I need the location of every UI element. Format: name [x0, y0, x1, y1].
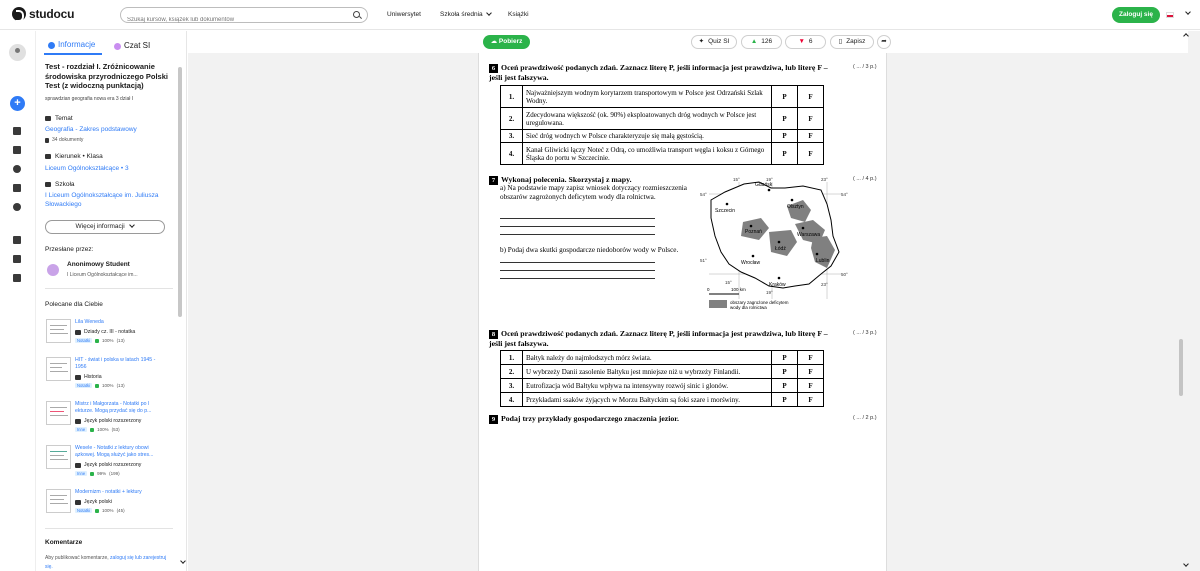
- library-icon[interactable]: [13, 146, 21, 154]
- thumbs-down-icon: ▼: [798, 38, 805, 45]
- legend-label: [730, 300, 789, 310]
- false-option[interactable]: F: [798, 143, 824, 165]
- folder-icon: [75, 500, 81, 505]
- question-text: Oceń prawdziwość podanych zdań. Zaznacz literę P, jeśli informacja jest prawdziwa, lub literę F – jeśli jest fałszywa.: [489, 329, 828, 348]
- scale-start-label: 0: [707, 287, 710, 292]
- folder-icon: [75, 375, 81, 380]
- question-6: [489, 63, 839, 83]
- question-text: Oceń prawdziwość podanych zdań. Zaznacz literę P, jeśli informacja jest prawdziwa, lub literę F – jeśli jest fałszywa.: [489, 63, 828, 82]
- true-option[interactable]: P: [772, 379, 798, 393]
- doc-type-badge: Inne: [77, 471, 86, 476]
- comments-title: Komentarze: [45, 539, 83, 546]
- question-number: 8: [489, 330, 498, 339]
- top-bar: [0, 0, 1200, 30]
- false-option[interactable]: F: [798, 130, 824, 143]
- question-9: [489, 414, 839, 424]
- language-chevron-icon[interactable]: [1185, 9, 1191, 15]
- table-row: [501, 379, 824, 393]
- answer-line: [500, 218, 655, 219]
- thumbs-up-icon: ▲: [750, 38, 758, 45]
- search-bar[interactable]: [120, 7, 368, 23]
- uploaded-by-label: Przesłane przez:: [45, 246, 94, 253]
- class-icon: [45, 154, 51, 159]
- school-label: Szkoła: [55, 181, 75, 188]
- sparkle-icon: ✦: [698, 38, 705, 45]
- uploader-school: I Liceum Ogólnokształcące im...: [67, 272, 138, 278]
- topic-count-row: [45, 136, 83, 145]
- row-number: 3.: [501, 379, 523, 393]
- city-label: Poznań: [745, 229, 762, 235]
- votes: (53): [111, 427, 120, 432]
- q6-table: [500, 85, 824, 165]
- dislikes-count: 6: [808, 38, 813, 45]
- more-info-button[interactable]: [45, 220, 165, 234]
- courses-icon[interactable]: [13, 274, 21, 282]
- coordinate-label: 51°: [700, 258, 707, 263]
- polish-flag-icon[interactable]: [1166, 12, 1174, 18]
- question-number: 6: [489, 64, 498, 73]
- studocu-logo-icon: [12, 7, 26, 21]
- recommended-course: Historia: [84, 374, 102, 380]
- false-option[interactable]: F: [798, 393, 824, 407]
- row-number: 4.: [501, 393, 523, 407]
- recommended-title-link[interactable]: Wesele - Notatki z lektury obowi ązkowej. Mogą służyć jako stres...: [75, 445, 154, 458]
- nav-high-school[interactable]: [440, 11, 491, 18]
- document-icon: [45, 138, 49, 143]
- false-option[interactable]: F: [798, 86, 824, 108]
- folder-icon: [75, 419, 81, 424]
- logo-text: studocu: [29, 7, 75, 21]
- true-option[interactable]: P: [772, 393, 798, 407]
- map-scale-bar: [707, 287, 746, 294]
- table-row: [501, 86, 824, 108]
- doc-type-badge: Notatki: [77, 383, 91, 388]
- document-viewer: [188, 31, 1200, 571]
- rating: 100%: [102, 508, 114, 513]
- recommended-title-link[interactable]: HIT - świat i polska w latach 1945 - 1956: [75, 357, 156, 370]
- false-option[interactable]: F: [798, 365, 824, 379]
- city-label: Lublin: [816, 258, 830, 264]
- cloud-download-icon: ☁: [490, 38, 498, 45]
- nav-books[interactable]: Książki: [508, 11, 529, 18]
- row-statement: Bałtyk należy do najmłodszych mórz świata.: [523, 351, 772, 365]
- true-option[interactable]: P: [772, 365, 798, 379]
- rating: 100%: [102, 338, 114, 343]
- tab-ai-chat[interactable]: [112, 37, 162, 55]
- recommended-course: Język polski: [84, 499, 112, 505]
- q9-points: ( ... / 2 p.): [853, 415, 877, 421]
- recommended-course: Dziady cz. III - notatka: [84, 329, 136, 335]
- document-subtitle: sprawdzian geografia nowa era 3 dział I: [45, 96, 134, 102]
- document-thumbnail: [46, 489, 71, 513]
- save-button[interactable]: [830, 35, 874, 49]
- row-number: 2.: [501, 365, 523, 379]
- login-button[interactable]: Zaloguj się: [1112, 7, 1160, 23]
- table-row: [501, 365, 824, 379]
- table-row: [501, 143, 824, 165]
- document-info-sidebar: [36, 31, 187, 571]
- quiz-ai-button[interactable]: [691, 35, 737, 49]
- left-rail: [0, 31, 36, 571]
- row-number: 1.: [501, 86, 523, 108]
- votes: (13): [116, 383, 125, 388]
- share-button[interactable]: [877, 35, 891, 49]
- recommended-course-row: [75, 374, 102, 380]
- comments-login-link[interactable]: zaloguj się lub zarejestruj się.: [45, 555, 167, 570]
- q7-part-a: a) Na podstawie mapy zapisz wniosek dotyczący rozmieszczenia obszarów zagrożonych deficytem wody dla rolnictwa.: [500, 184, 687, 201]
- coordinate-label: 54°: [841, 192, 848, 197]
- q7-points: ( ... / 4 p.): [853, 176, 877, 182]
- recommended-item[interactable]: [46, 489, 176, 529]
- row-number: 1.: [501, 351, 523, 365]
- folder-icon: [75, 330, 81, 335]
- sidebar-scrollbar[interactable]: [178, 67, 182, 317]
- rating: 100%: [102, 383, 114, 388]
- question-number: 9: [489, 415, 498, 424]
- comments-text: Aby publikować komentarze,: [45, 555, 109, 561]
- doc-type-badge: Notatki: [77, 508, 91, 513]
- row-statement: Kanał Gliwicki łączy Noteć z Odrą, co umożliwia transport węgla i koksu z Górnego Śląska do portu w Szczecinie.: [523, 143, 772, 165]
- city-label: Szczecin: [715, 208, 736, 214]
- thumbs-up-icon: [95, 339, 99, 343]
- sidebar-tabs: [40, 37, 176, 55]
- q8-points: ( ... / 3 p.): [853, 330, 877, 336]
- q7-part-b: b) Podaj dwa skutki gospodarcze niedoborów wody w Polsce.: [500, 246, 679, 254]
- coordinate-label: 19°: [766, 290, 773, 295]
- legend-line-1: obszary zagrożone deficytem: [730, 300, 789, 305]
- studocu-logo[interactable]: [12, 7, 74, 21]
- recommended-course-row: [75, 329, 135, 335]
- recommended-meta: [75, 383, 125, 388]
- sidebar-scroll-down-icon[interactable]: [180, 558, 186, 564]
- city-label: Łódź: [775, 246, 786, 252]
- search-input[interactable]: [121, 13, 341, 27]
- recommended-course-row: [75, 462, 141, 468]
- doc-type-badge: Inne: [77, 427, 86, 432]
- create-plus-icon[interactable]: +: [10, 96, 25, 111]
- coordinate-label: 15°: [733, 177, 740, 182]
- coordinate-label: 23°: [821, 282, 828, 287]
- divider: [45, 528, 173, 529]
- nav-university[interactable]: Uniwersytet: [387, 11, 421, 18]
- document-title: Test - rozdział I. Zróżnicowanie środowiska przyrodniczego Polski Test (z widoczną punktacją): [45, 62, 168, 90]
- coordinate-label: 50°: [841, 272, 848, 277]
- votes: (13): [116, 338, 125, 343]
- recommended-course: Język polski rozszerzony: [84, 462, 142, 468]
- chevron-down-icon: [130, 222, 136, 228]
- row-number: 2.: [501, 108, 523, 130]
- recommended-meta: [75, 508, 125, 513]
- row-number: 4.: [501, 143, 523, 165]
- question-number: 7: [489, 176, 498, 185]
- likes-count: 126: [761, 38, 773, 45]
- recommended-course-row: [75, 499, 112, 505]
- recommended-meta: [75, 427, 120, 432]
- coordinate-label: 19°: [766, 177, 773, 182]
- like-button[interactable]: [741, 35, 782, 49]
- false-option[interactable]: F: [798, 379, 824, 393]
- school-link[interactable]: I Liceum Ogólnokształcące im. Juliusza Słowackiego: [45, 192, 159, 208]
- table-row: [501, 351, 824, 365]
- city-label: Wrocław: [741, 260, 761, 266]
- recommended-title-link[interactable]: Lila Weneda: [75, 319, 104, 325]
- table-row: [501, 108, 824, 130]
- q6-points: ( ... / 3 p.): [853, 64, 877, 70]
- city-label: Olsztyn: [787, 204, 804, 210]
- search-icon[interactable]: [353, 11, 360, 18]
- save-label: Zapisz: [846, 38, 866, 45]
- question-text: Podaj trzy przykłady gospodarczego znaczenia jezior.: [501, 414, 679, 423]
- folder-icon: [45, 116, 51, 121]
- table-row: [501, 130, 824, 143]
- answer-line: [500, 226, 655, 227]
- info-icon: [48, 42, 55, 49]
- coordinate-label: 23°: [821, 177, 828, 182]
- recommended-item[interactable]: [46, 401, 176, 441]
- true-option[interactable]: P: [772, 143, 798, 165]
- row-statement: Eutrofizacja wód Bałtyku wpływa na intensywny rozwój sinic i glonów.: [523, 379, 772, 393]
- true-option[interactable]: P: [772, 351, 798, 365]
- false-option[interactable]: F: [798, 351, 824, 365]
- share-icon: ➦: [881, 38, 887, 45]
- topic-label-row: [45, 114, 73, 123]
- bookmark-icon: ▯: [838, 38, 843, 45]
- tab-ai-chat-label: Czat SI: [124, 41, 151, 50]
- topic-link[interactable]: Geografia - Zakres podstawowy: [45, 126, 137, 133]
- document-thumbnail: [46, 357, 71, 381]
- topic-count: 34 dokumenty: [52, 137, 84, 143]
- city-label: Kraków: [769, 282, 786, 288]
- recommended-meta: [75, 471, 120, 476]
- download-button[interactable]: [483, 35, 530, 49]
- legend-swatch: [709, 300, 727, 308]
- q8-table: [500, 350, 824, 407]
- history-icon[interactable]: [13, 203, 21, 211]
- document-toolbar: [188, 31, 1188, 53]
- recommended-meta: [75, 338, 125, 343]
- coordinate-label: 15°: [725, 280, 732, 285]
- ai-chat-icon: [114, 43, 121, 50]
- direction-label: Kierunek • Klasa: [55, 153, 103, 160]
- recommended-title-link[interactable]: Modernizm - notatki + lektury: [75, 489, 142, 495]
- nav-high-school-label: Szkoła średnia: [440, 11, 483, 18]
- thumbs-up-icon: [90, 472, 94, 476]
- answer-line: [500, 270, 655, 271]
- home-icon[interactable]: [13, 127, 21, 135]
- recommended-course-row: [75, 418, 141, 424]
- scale-end-label: 100 km: [731, 287, 746, 292]
- recommended-item[interactable]: [46, 357, 176, 397]
- city-label: Gdańsk: [755, 182, 773, 188]
- votes: (45): [116, 508, 125, 513]
- thumbs-up-icon: [90, 428, 94, 432]
- row-statement: U wybrzeży Danii zasolenie Bałtyku jest mniejsze niż u wybrzeży Finlandii.: [523, 365, 772, 379]
- topic-label: Temat: [55, 115, 73, 122]
- recommended-course: Język polski rozszerzony: [84, 418, 142, 424]
- download-label: Pobierz: [498, 38, 523, 45]
- document-thumbnail: [46, 445, 71, 469]
- user-avatar-icon[interactable]: [9, 44, 26, 61]
- thumbs-up-icon: [95, 384, 99, 388]
- recommended-item[interactable]: [46, 445, 176, 485]
- document-thumbnail: [46, 401, 71, 425]
- legend-line-2: wody dla rolnictwa: [730, 305, 767, 310]
- water-deficit-map: [699, 174, 849, 322]
- tab-information-label: Informacje: [58, 40, 96, 49]
- question-text: Wykonaj polecenia. Skorzystaj z mapy.: [501, 175, 632, 184]
- recommended-title-link[interactable]: Mistrz i Małgorzata - Notatki po l ekturze. Mogą przydać się do p...: [75, 401, 152, 414]
- row-statement: Zdecydowana większość (ok. 90%) eksploatowanych dróg wodnych w Polsce jest uregulowana.: [523, 108, 772, 130]
- row-statement: Sieć dróg wodnych w Polsce charakteryzuje się małą gęstością.: [523, 130, 772, 143]
- true-option[interactable]: P: [772, 130, 798, 143]
- book-icon[interactable]: [13, 255, 21, 263]
- row-number: 3.: [501, 130, 523, 143]
- recommended-title: Polecane dla Ciebie: [45, 301, 103, 308]
- row-statement: Najważniejszym wodnym korytarzem transportowym w Polsce jest Odrzański Szlak Wodny.: [523, 86, 772, 108]
- question-8: [489, 329, 839, 349]
- scroll-down-icon[interactable]: [1183, 561, 1189, 567]
- doc-type-badge: Notatki: [77, 338, 91, 343]
- rating: 99%: [97, 471, 107, 476]
- document-page: [478, 53, 887, 571]
- folder-icon[interactable]: [13, 236, 21, 244]
- chat-icon[interactable]: [13, 184, 21, 192]
- answer-line: [500, 234, 655, 235]
- thumbs-up-icon: [95, 509, 99, 513]
- school-label-row: [45, 180, 75, 189]
- recommended-item[interactable]: [46, 319, 176, 359]
- false-option[interactable]: F: [798, 108, 824, 130]
- tab-information[interactable]: [44, 37, 102, 55]
- school-icon: [45, 182, 51, 187]
- more-info-label: Więcej informacji: [75, 223, 125, 230]
- table-row: [501, 393, 824, 407]
- quiz-label: Quiz SI: [708, 38, 730, 45]
- folder-icon: [75, 463, 81, 468]
- chevron-down-icon: [486, 10, 492, 16]
- city-label: Warszawa: [797, 232, 821, 238]
- rating: 100%: [97, 427, 109, 432]
- direction-link[interactable]: Liceum Ogólnokształcące • 3: [45, 165, 129, 172]
- true-option[interactable]: P: [772, 108, 798, 130]
- globe-icon[interactable]: [13, 165, 21, 173]
- document-scrollbar[interactable]: [1179, 339, 1183, 396]
- true-option[interactable]: P: [772, 86, 798, 108]
- answer-line: [500, 262, 655, 263]
- direction-label-row: [45, 152, 103, 161]
- coordinate-label: 54°: [700, 192, 707, 197]
- row-statement: Przykładami ssaków żyjących w Morzu Bałtyckim są foki szare i morświny.: [523, 393, 772, 407]
- uploader-avatar[interactable]: [47, 264, 59, 276]
- votes: (199): [109, 471, 120, 476]
- dislike-button[interactable]: [785, 35, 826, 49]
- answer-line: [500, 278, 655, 279]
- comments-prompt: [45, 554, 170, 571]
- divider: [45, 288, 173, 289]
- document-thumbnail: [46, 319, 71, 343]
- uploader-name[interactable]: Anonimowy Student: [67, 261, 130, 268]
